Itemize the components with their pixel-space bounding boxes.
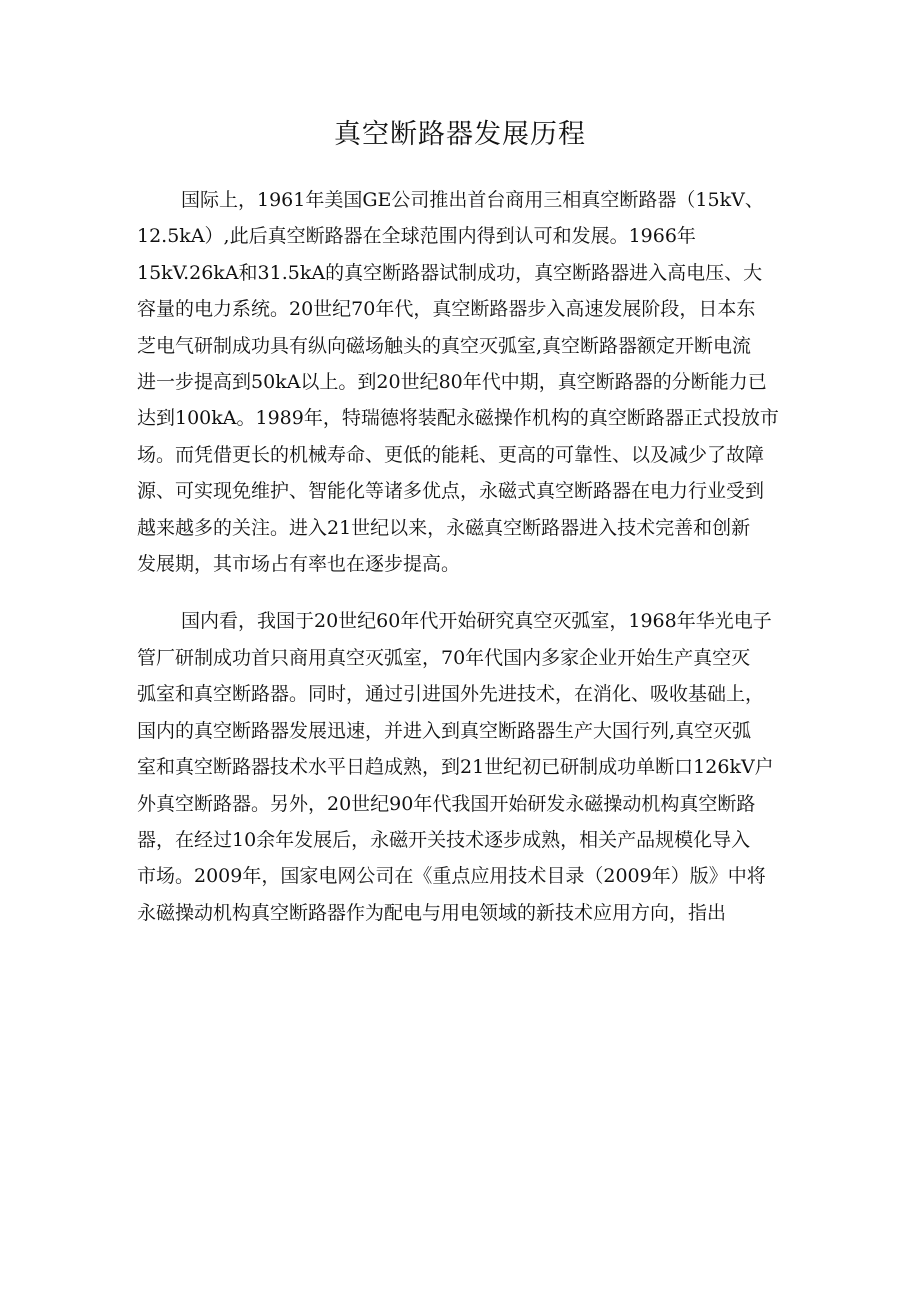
text-line: 国内的真空断路器发展迅速，并进入到真空断路器生产大国行列,真空灭弧	[137, 719, 752, 742]
text-line: 达到100kA。1989年，特瑞德将装配永磁操作机构的真空断路器正式投放市	[137, 407, 779, 430]
text-line: 管厂研制成功首只商用真空灭弧室，70年代国内多家企业开始生产真空灭	[137, 646, 751, 669]
text-line: 弧室和真空断路器。同时，通过引进国外先进技术，在消化、吸收基础上，	[137, 683, 765, 706]
document-body	[137, 182, 793, 931]
text-line: 容量的电力系统。20世纪70年代，真空断路器步入高速发展阶段，日本东	[137, 298, 756, 321]
text-line: 越来越多的关注。进入21世纪以来，永磁真空断路器进入技术完善和创新	[137, 516, 751, 539]
text-line: 室和真空断路器技术水平日趋成熟，到21世纪初已研制成功单断口126kV户	[137, 756, 774, 779]
text-line: 永磁操动机构真空断路器作为配电与用电领域的新技术应用方向，指出	[137, 901, 727, 924]
text-line: 国内看，我国于20世纪60年代开始研究真空灭弧室，1968年华光电子	[181, 610, 772, 633]
paragraph-international	[137, 182, 793, 582]
text-line: 场。而凭借更长的机械寿命、更低的能耗、更高的可靠性、以及减少了故障	[137, 443, 765, 466]
text-line: 市场。2009年，国家电网公司在《重点应用技术目录（2009年）版》中将	[137, 865, 766, 888]
text-line: 国际上，1961年美国GE公司推出首台商用三相真空断路器（15kV、	[181, 189, 764, 211]
text-line: 芝电气研制成功具有纵向磁场触头的真空灭弧室,真空断路器额定开断电流	[137, 334, 752, 357]
text-line: 15kV.26kA和31.5kA的真空断路器试制成功，真空断路器进入高电压、大	[137, 261, 763, 284]
paragraph-domestic	[137, 603, 793, 931]
text-line: 源、可实现免维护、智能化等诸多优点，永磁式真空断路器在电力行业受到	[137, 480, 765, 503]
text-line: 器，在经过10余年发展后，永磁开关技术逐步成熟，相关产品规模化导入	[137, 828, 751, 851]
text-line: 进一步提高到50kA以上。到20世纪80年代中期，真空断路器的分断能力已	[137, 371, 767, 394]
text-line: 12.5kA）,此后真空断路器在全球范围内得到认可和发展。1966年	[137, 225, 696, 248]
text-line: 外真空断路器。另外，20世纪90年代我国开始研发永磁操动机构真空断路	[137, 792, 756, 815]
document-title: 真空断路器发展历程	[334, 119, 586, 150]
text-line: 发展期，其市场占有率也在逐步提高。	[137, 553, 461, 576]
